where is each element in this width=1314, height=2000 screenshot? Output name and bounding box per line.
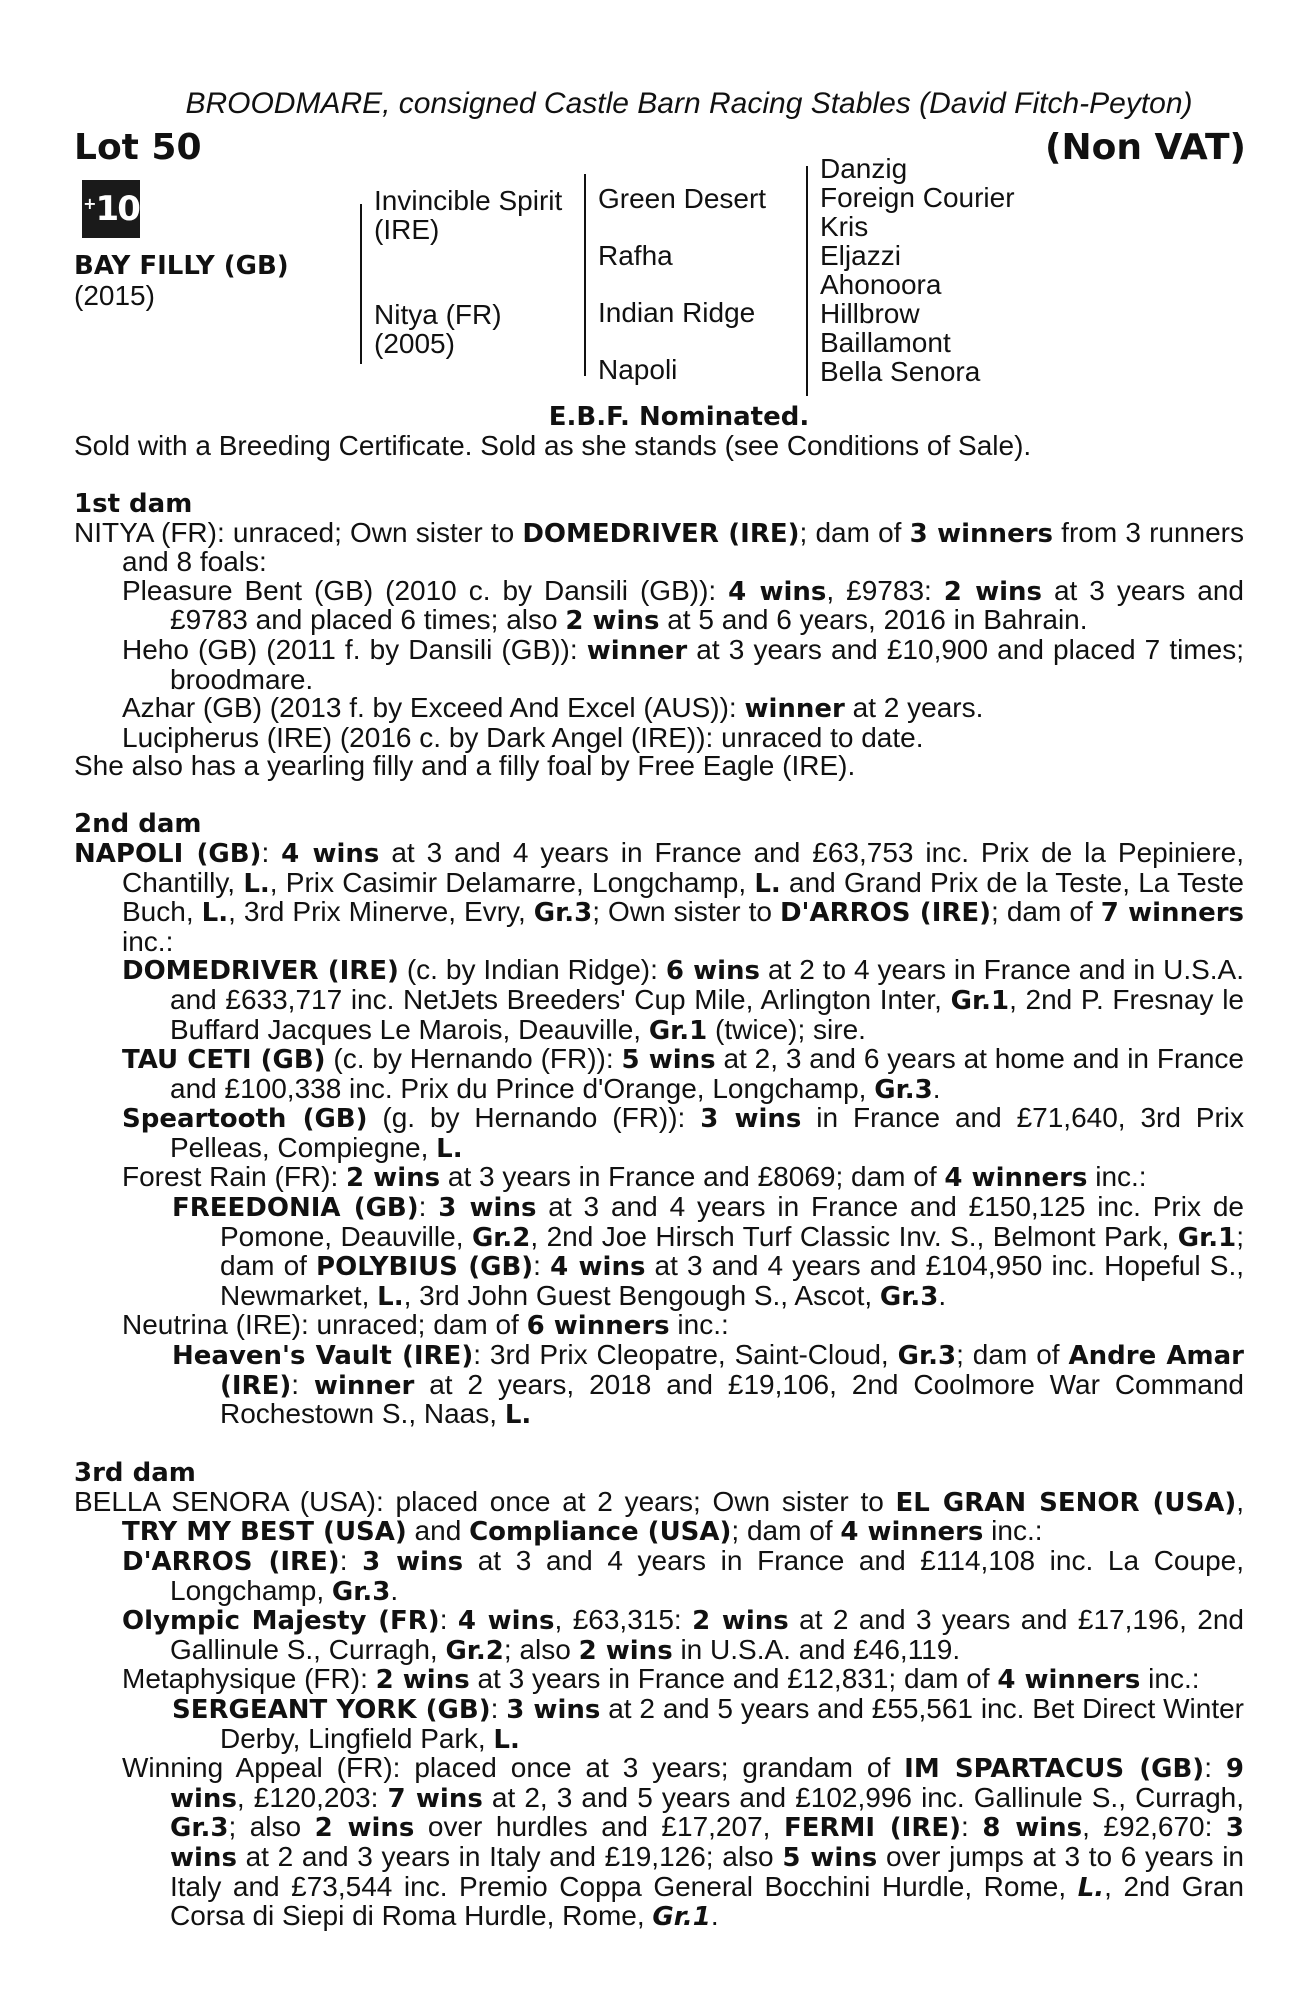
pedigree-divider xyxy=(360,204,362,364)
produce-entry: Pleasure Bent (GB) (2010 c. by Dansili (GB)): 4 wins, £9783: 2 wins at 3 years and £9783 and placed 6 times; also 2 wins at 5 and 6 years, 2016 in Bahrain. xyxy=(122,574,1244,637)
pedigree-block xyxy=(74,153,1244,402)
produce-entry: TAU CETI (GB) (c. by Hernando (FR)): 5 wins at 2, 3 and 6 years at home and in France and £100,338 inc. Prix du Prince d'Orange, Longchamp, Gr.3. xyxy=(122,1043,1244,1105)
ten-plus-badge-icon: + 10 xyxy=(82,180,140,238)
dam-of-dam: Napoli xyxy=(598,354,678,385)
lot-header xyxy=(74,126,1244,170)
first-dam-heading: 1st dam xyxy=(74,488,193,519)
vat-status: (Non VAT) xyxy=(1045,127,1246,168)
produce-entry: Heho (GB) (2011 f. by Dansili (GB)): winner at 3 years and £10,900 and placed 7 times; broodmare. xyxy=(122,633,1244,695)
produce-note: She also has a yearling filly and a filly foal by Free Eagle (IRE). xyxy=(74,750,856,782)
consignment-line: BROODMARE, consigned Castle Barn Racing Stables (David Fitch-Peyton) xyxy=(185,87,1193,120)
pedigree-divider xyxy=(584,174,586,376)
second-dam-heading: 2nd dam xyxy=(74,808,202,839)
subject-name: BAY FILLY (GB) xyxy=(74,251,289,281)
third-dam-heading: 3rd dam xyxy=(74,1457,196,1488)
sold-note: Sold with a Breeding Certificate. Sold as she stands (see Conditions of Sale). xyxy=(74,430,1032,461)
sire-of-dam: Indian Ridge xyxy=(598,297,756,328)
produce-entry: Olympic Majesty (FR): 4 wins, £63,315: 2 wins at 2 and 3 years and £17,196, 2nd Gallinule S., Curragh, Gr.2; also 2 wins in U.S.A. and £46,119. xyxy=(122,1604,1244,1666)
pedigree-divider xyxy=(806,166,808,396)
produce-entry: Azhar (GB) (2013 f. by Exceed And Excel (AUS)): winner at 2 years. xyxy=(122,692,984,725)
lot-number: Lot 50 xyxy=(74,127,202,168)
dam: Nitya (FR) (2005) xyxy=(374,299,502,359)
produce-entry: D'ARROS (IRE): 3 wins at 3 and 4 years in France and £114,108 inc. La Coupe, Longchamp, Gr.3. xyxy=(122,1545,1244,1607)
ebf-nominated: E.B.F. Nominated. xyxy=(548,402,810,432)
catalogue-page xyxy=(74,86,1244,1932)
sire-of-sire: Green Desert xyxy=(598,183,767,214)
produce-entry: Metaphysique (FR): 2 wins at 3 years in France and £12,831; dam of 4 winners inc.: xyxy=(122,1663,1200,1696)
produce-entry: Neutrina (IRE): unraced; dam of 6 winners inc.: xyxy=(122,1309,729,1342)
produce-entry: Winning Appeal (FR): placed once at 3 years; grandam of IM SPARTACUS (GB): 9 wins, £120,203: 7 wins at 2, 3 and 5 years and £102,996 inc. Gallinule S., Curragh, Gr.3; also 2 wins over hurdles and £17,207, FERMI (IRE): 8 wins, £92,670: 3 wins at 2 and 3 years in Italy and £19,126; also 5 wins over jumps at 3 to 6 years in Italy and £73,544 inc. Premio Coppa General Bocchini Hurdle, Rome, L., 2nd Gran Corsa di Siepi di Roma Hurdle, Rome, Gr.1. xyxy=(122,1752,1245,1933)
produce-entry: Speartooth (GB) (g. by Hernando (FR)): 3 wins in France and £71,640, 3rd Prix Pelleas, Compiegne, L. xyxy=(122,1102,1245,1164)
produce-entry: Heaven's Vault (IRE): 3rd Prix Cleopatre, Saint-Cloud, Gr.3; dam of Andre Amar (IRE): winner at 2 years, 2018 and £19,106, 2nd Coolmore War Command Rochestown S., Naas, L. xyxy=(172,1339,1245,1431)
produce-entry: FREEDONIA (GB): 3 wins at 3 and 4 years in France and £150,125 inc. Prix de Pomone, Deauville, Gr.2, 2nd Joe Hirsch Turf Classic Inv. S., Belmont Park, Gr.1; dam of POLYBIUS (GB): 4 wins at 3 and 4 years and £104,950 inc. Hopeful S., Newmarket, L., 3rd John Guest Bengough S., Ascot, Gr.3. xyxy=(172,1191,1244,1312)
produce-entry: DOMEDRIVER (IRE) (c. by Indian Ridge): 6 wins at 2 to 4 years in France and in U.S.A. and £633,717 inc. NetJets Breeders' Cup Mile, Arlington Inter, Gr.1, 2nd P. Fresnay le Buffard Jacques Le Marois, Deauville, Gr.1 (twice); sire. xyxy=(122,954,1245,1046)
produce-entry: SERGEANT YORK (GB): 3 wins at 2 and 5 years and £55,561 inc. Bet Direct Winter Derby, Lingfield Park, L. xyxy=(172,1692,1244,1755)
produce-entry: Forest Rain (FR): 2 wins at 3 years in France and £8069; dam of 4 winners inc.: xyxy=(122,1161,1147,1194)
second-dam-entry: NAPOLI (GB): 4 wins at 3 and 4 years in France and £63,753 inc. Prix de la Pepiniere, Chantilly, L., Prix Casimir Delamarre, Longchamp, L. and Grand Prix de la Teste, La Teste Buch, L., 3rd Prix Minerve, Evry, Gr.3; Own sister to D'ARROS (IRE); dam of 7 winners inc.: xyxy=(74,836,1245,957)
third-dam-entry: BELLA SENORA (USA): placed once at 2 years; Own sister to EL GRAN SENOR (USA), TRY MY BEST (USA) and Compliance (USA); dam of 4 winners inc.: xyxy=(74,1485,1244,1548)
catalogue-body xyxy=(74,432,1244,1932)
grandparents xyxy=(598,170,766,398)
sire: Invincible Spirit (IRE) xyxy=(374,185,563,245)
first-dam-entry: NITYA (FR): unraced; Own sister to DOMEDRIVER (IRE); dam of 3 winners from 3 runners and 8 foals: xyxy=(74,516,1245,578)
dam-of-sire: Rafha xyxy=(598,240,673,271)
great-grandparents: Danzig Foreign Courier Kris Eljazzi Ahonoora Hillbrow Baillamont Bella Senora xyxy=(820,153,1015,387)
subject-year: (2015) xyxy=(74,280,155,311)
subject-horse xyxy=(74,252,289,310)
produce-entry: Lucipherus (IRE) (2016 c. by Dark Angel (IRE)): unraced to date. xyxy=(122,721,924,753)
